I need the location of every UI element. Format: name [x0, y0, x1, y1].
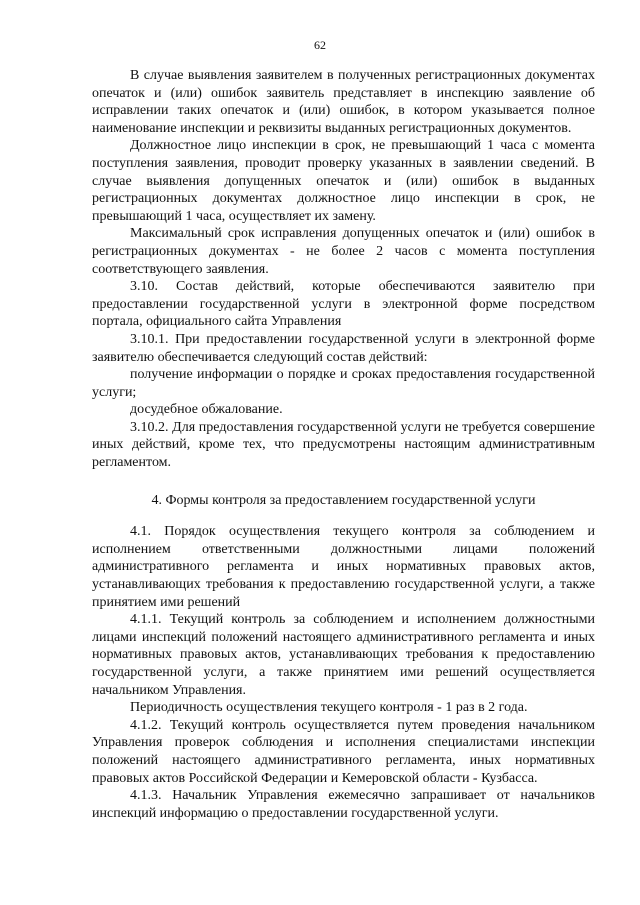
paragraph: 3.10.1. При предоставлении государственной услуги в электронной форме заявителю обеспечивается следующий состав действий:: [92, 331, 595, 365]
page-content: [92, 67, 595, 822]
paragraph: 4.1.3. Начальник Управления ежемесячно запрашивает от начальников инспекций информацию о предоставлении государственной услуги.: [92, 788, 595, 821]
paragraph: 4.1.2. Текущий контроль осуществляется путем проведения начальником Управления проверок соблюдения и исполнения специалистами инспекции положений настоящего административного регламента, иных нормативных правовых актов Российской Федерации и Кемеровской области - Кузбасса.: [92, 717, 595, 786]
paragraph: В случае выявления заявителем в полученных регистрационных документах опечаток и (или) ошибок заявитель представляет в инспекцию заявление об исправлении таких опечаток и (или) ошибок, в котором указывается полное наименование инспекции и реквизиты выданных регистрационных документов.: [92, 68, 595, 136]
paragraph: 4.1. Порядок осуществления текущего контроля за соблюдением и исполнением ответственными должностными лицами положений административного регламента и иных нормативных правовых актов, устанавливающих требования к предоставлению государственной услуги, а также принятием ими решений: [92, 524, 595, 610]
paragraph: Максимальный срок исправления допущенных опечаток и (или) ошибок в регистрационных документах - не более 2 часов с момента поступления соответствующего заявления.: [92, 226, 595, 277]
paragraph: 4.1.1. Текущий контроль за соблюдением и исполнением должностными лицами инспекций положений настоящего административного регламента и иных нормативных правовых актов, устанавливающих требования к предоставлению государственной услуги, а также принятием ими решений осуществляется начальником Управления.: [92, 612, 595, 698]
list-item: получение информации о порядке и сроках предоставления государственной услуги;: [92, 367, 595, 400]
page-number: 62: [314, 38, 326, 52]
section-heading: 4. Формы контроля за предоставлением государственной услуги: [151, 492, 536, 508]
paragraph: Периодичность осуществления текущего контроля - 1 раз в 2 года.: [130, 700, 528, 716]
paragraph: Должностное лицо инспекции в срок, не превышающий 1 часа с момента поступления заявления, проводит проверку указанных в заявлении сведений. В случае выявления допущенных опечаток и (или) ошибок в выданных регистрационных документах должностное лицо инспекции в срок, не превышающий 1 часа, осуществляет их замену.: [92, 138, 595, 224]
paragraph: 3.10. Состав действий, которые обеспечиваются заявителю при предоставлении государственной услуги в электронной форме посредством портала, официального сайта Управления: [92, 279, 595, 330]
list-item: досудебное обжалование.: [130, 402, 283, 418]
paragraph: 3.10.2. Для предоставления государственной услуги не требуется совершение иных действий, кроме тех, что предусмотрены настоящим административным регламентом.: [92, 419, 595, 471]
